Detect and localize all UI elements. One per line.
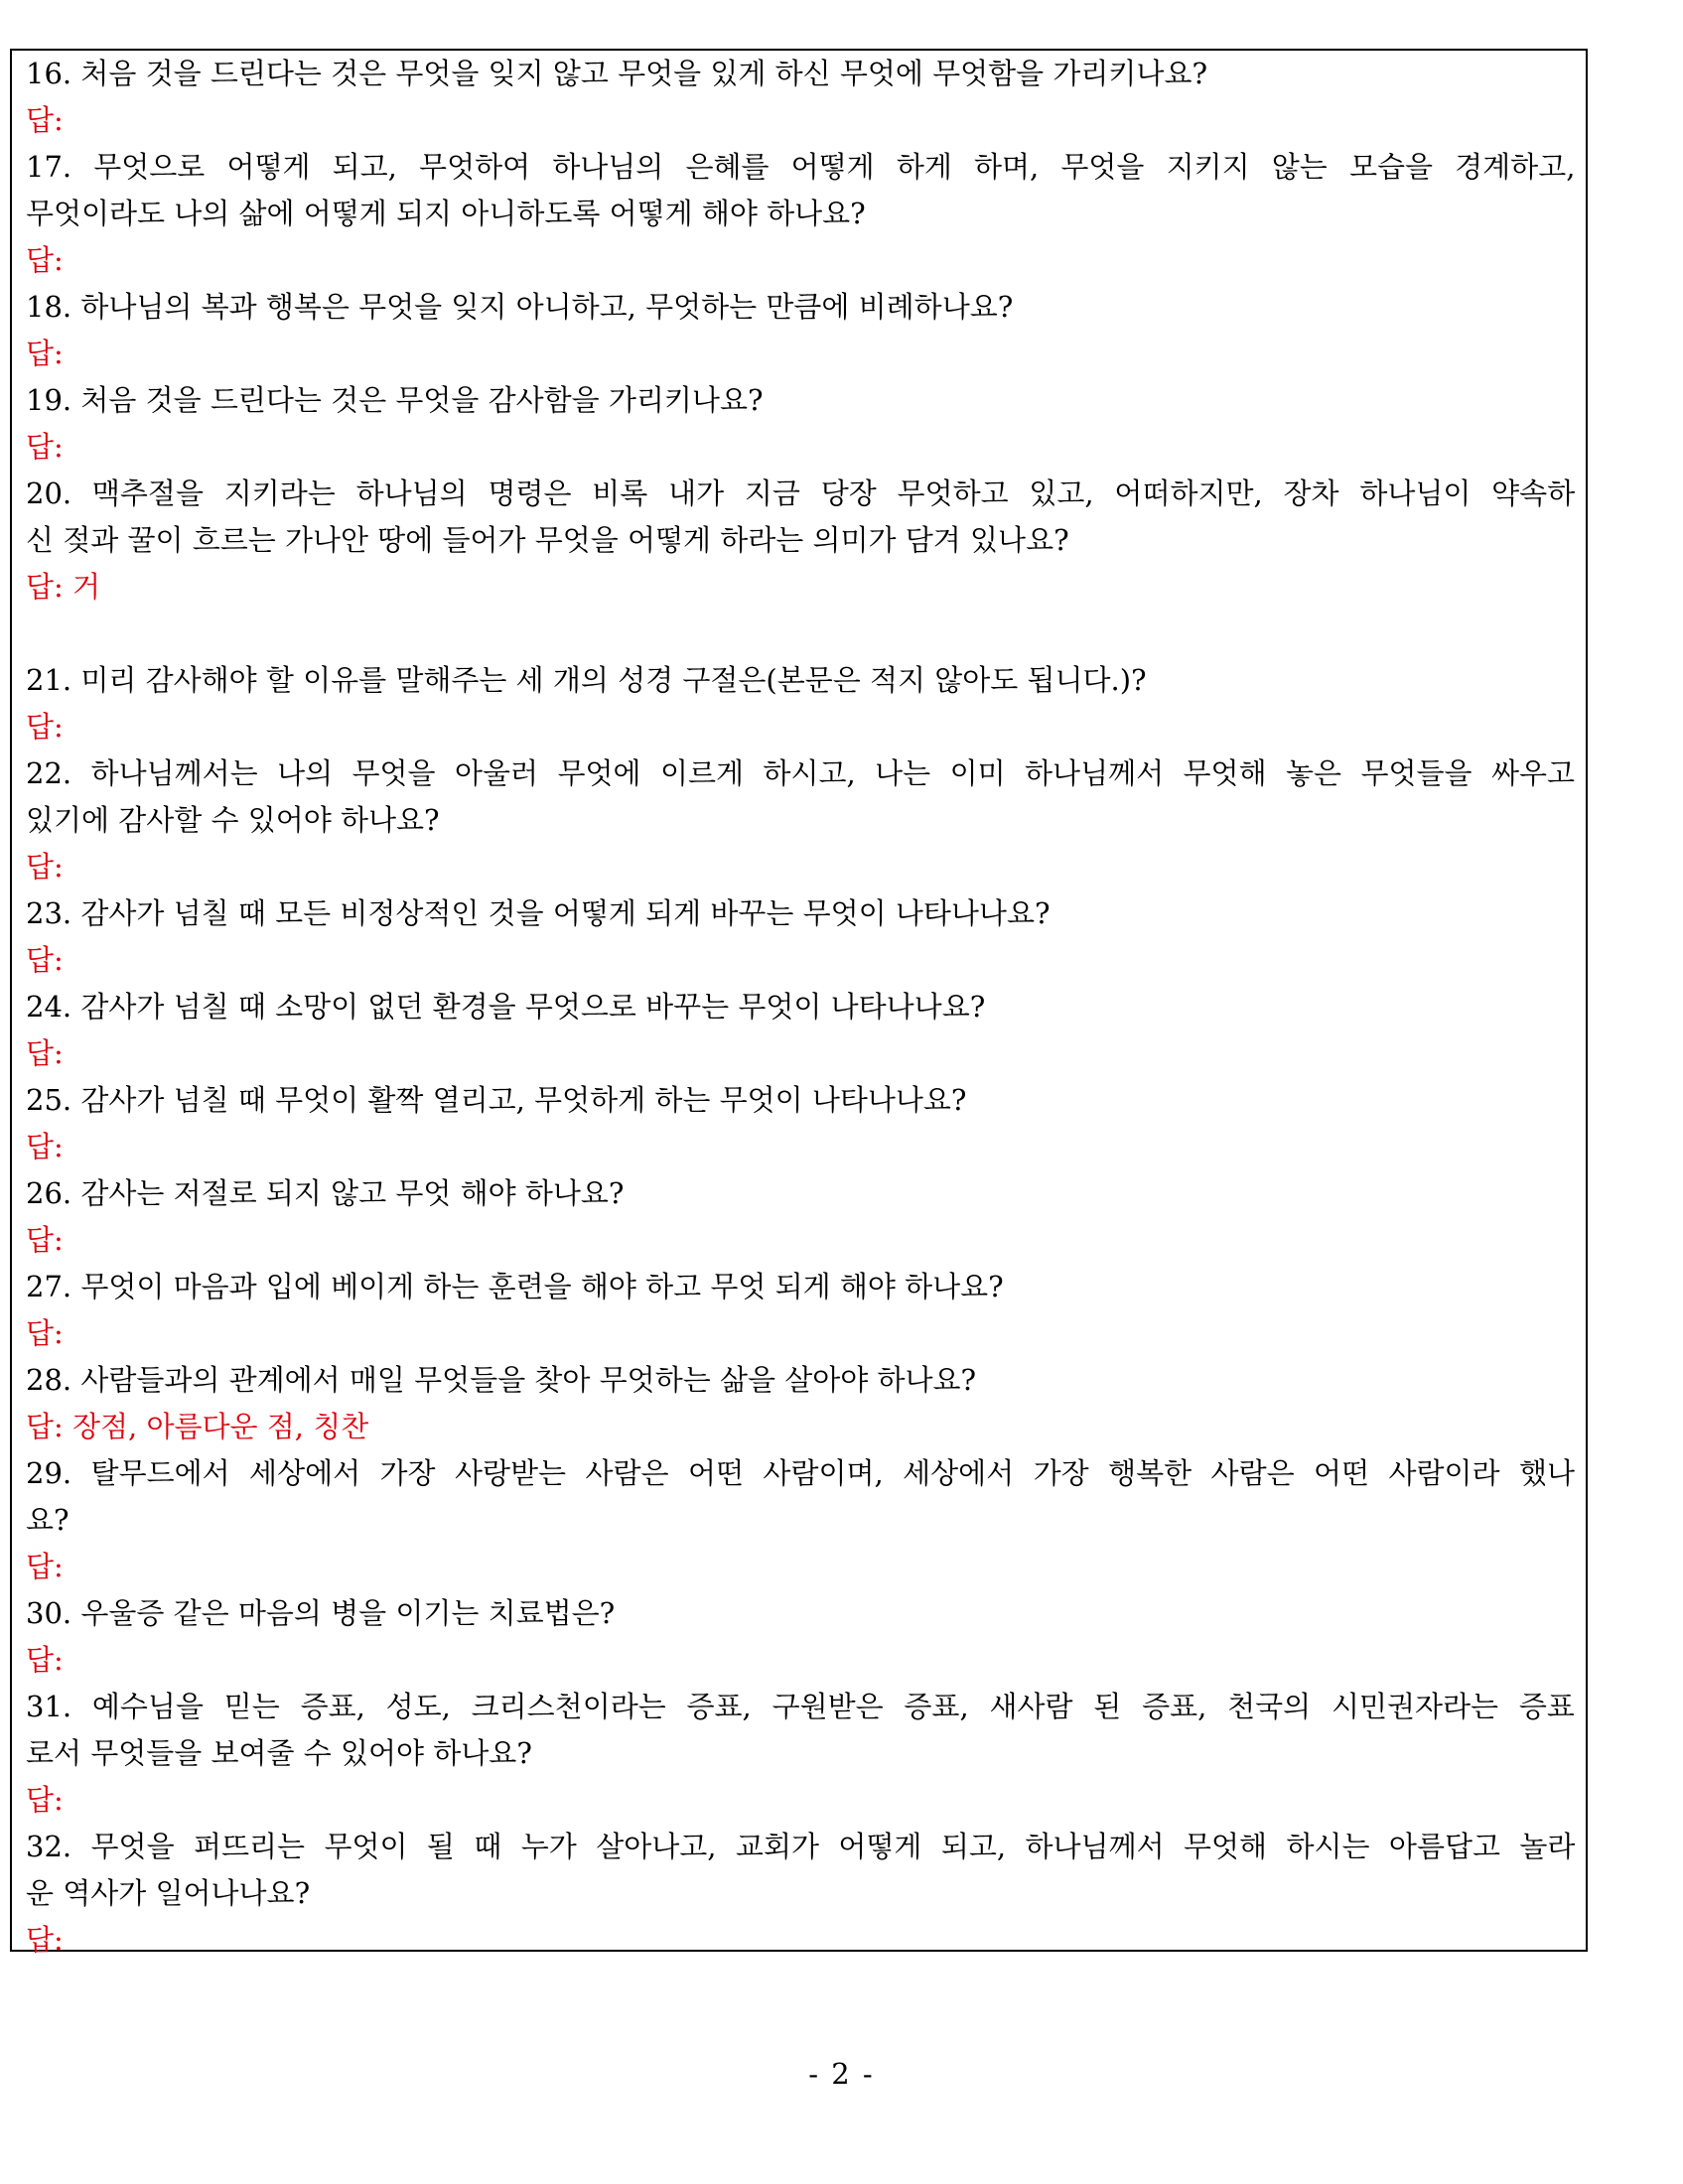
question-text: 28. 사람들과의 관계에서 매일 무엇들을 찾아 무엇하는 삶을 살아야 하나요? bbox=[26, 1363, 977, 1397]
blank-spacer bbox=[26, 611, 1575, 657]
question-22 bbox=[26, 751, 1575, 890]
question-text: 31. 예수님을 믿는 증표, 성도, 크리스천이라는 증표, 구원받은 증표, 새사람 된 증표, 천국의 시민권자라는 증표 bbox=[26, 1690, 1575, 1723]
question-text: 17. 무엇으로 어떻게 되고, 무엇하여 하나님의 은혜를 어떻게 하게 하며, 무엇을 지키지 않는 모습을 경계하고, bbox=[26, 150, 1575, 184]
question-text: 29. 탈무드에서 세상에서 가장 사랑받는 사람은 어떤 사람이며, 세상에서 가장 행복한 사람은 어떤 사람이라 했나 bbox=[26, 1456, 1575, 1490]
question-text: 25. 감사가 넘칠 때 무엇이 활짝 열리고, 무엇하게 하는 무엇이 나타나나요? bbox=[26, 1083, 967, 1117]
answer-line: 답: bbox=[26, 1223, 64, 1257]
answer-line: 답: bbox=[26, 1036, 64, 1070]
question-30 bbox=[26, 1590, 1575, 1684]
worksheet-content bbox=[26, 51, 1575, 1964]
question-19 bbox=[26, 377, 1575, 471]
answer-line: 답: bbox=[26, 1783, 64, 1817]
question-text: 32. 무엇을 퍼뜨리는 무엇이 될 때 누가 살아나고, 교회가 어떻게 되고, 하나님께서 무엇해 하시는 아름답고 놀라 bbox=[26, 1830, 1575, 1863]
question-28 bbox=[26, 1357, 1575, 1450]
question-text: 운 역사가 일어나나요? bbox=[26, 1876, 311, 1910]
answer-line: 답: bbox=[26, 337, 64, 370]
question-text: 18. 하나님의 복과 행복은 무엇을 잊지 아니하고, 무엇하는 만큼에 비례하나요? bbox=[26, 290, 1014, 324]
question-25 bbox=[26, 1077, 1575, 1170]
answer-line: 답: 거 bbox=[26, 570, 101, 604]
question-text: 로서 무엇들을 보여줄 수 있어야 하나요? bbox=[26, 1736, 532, 1770]
question-29 bbox=[26, 1450, 1575, 1590]
question-text: 20. 맥추절을 지키라는 하나님의 명령은 비록 내가 지금 당장 무엇하고 있고, 어떠하지만, 장차 하나님이 약속하 bbox=[26, 477, 1575, 510]
question-text: 21. 미리 감사해야 할 이유를 말해주는 세 개의 성경 구절은(본문은 적지 않아도 됩니다.)? bbox=[26, 663, 1147, 697]
question-text: 26. 감사는 저절로 되지 않고 무엇 해야 하나요? bbox=[26, 1176, 625, 1210]
answer-line: 답: bbox=[26, 710, 64, 744]
question-text: 신 젖과 꿀이 흐르는 가나안 땅에 들어가 무엇을 어떻게 하라는 의미가 담겨 있나요? bbox=[26, 523, 1069, 557]
question-32 bbox=[26, 1824, 1575, 1964]
answer-line: 답: bbox=[26, 1550, 64, 1583]
question-26 bbox=[26, 1170, 1575, 1264]
question-text: 24. 감사가 넘칠 때 소망이 없던 환경을 무엇으로 바꾸는 무엇이 나타나나요? bbox=[26, 990, 986, 1024]
question-31 bbox=[26, 1684, 1575, 1824]
question-text: 있기에 감사할 수 있어야 하나요? bbox=[26, 803, 440, 837]
question-20 bbox=[26, 471, 1575, 611]
question-18 bbox=[26, 284, 1575, 377]
question-text: 무엇이라도 나의 삶에 어떻게 되지 아니하도록 어떻게 해야 하나요? bbox=[26, 197, 866, 230]
answer-line: 답: bbox=[26, 1923, 64, 1957]
page-number: - 2 - bbox=[808, 2057, 875, 2091]
answer-line: 답: 장점, 아름다운 점, 칭찬 bbox=[26, 1410, 369, 1443]
answer-line: 답: bbox=[26, 103, 64, 137]
question-text: 16. 처음 것을 드린다는 것은 무엇을 잊지 않고 무엇을 있게 하신 무엇에 무엇함을 가리키나요? bbox=[26, 57, 1208, 90]
question-text: 23. 감사가 넘칠 때 모든 비정상적인 것을 어떻게 되게 바꾸는 무엇이 나타나나요? bbox=[26, 896, 1051, 930]
question-text: 30. 우울증 같은 마음의 병을 이기는 치료법은? bbox=[26, 1596, 616, 1630]
question-27 bbox=[26, 1264, 1575, 1357]
question-text: 19. 처음 것을 드린다는 것은 무엇을 감사함을 가리키나요? bbox=[26, 383, 764, 417]
question-text: 22. 하나님께서는 나의 무엇을 아울러 무엇에 이르게 하시고, 나는 이미 하나님께서 무엇해 놓은 무엇들을 싸우고 bbox=[26, 756, 1575, 790]
answer-line: 답: bbox=[26, 1643, 64, 1677]
question-17 bbox=[26, 144, 1575, 284]
question-text: 요? bbox=[26, 1503, 70, 1537]
question-24 bbox=[26, 984, 1575, 1077]
answer-line: 답: bbox=[26, 850, 64, 884]
answer-line: 답: bbox=[26, 943, 64, 977]
question-16 bbox=[26, 51, 1575, 144]
answer-line: 답: bbox=[26, 1316, 64, 1350]
answer-line: 답: bbox=[26, 430, 64, 464]
question-21 bbox=[26, 657, 1575, 751]
answer-line: 답: bbox=[26, 243, 64, 277]
answer-line: 답: bbox=[26, 1130, 64, 1163]
question-23 bbox=[26, 890, 1575, 984]
question-text: 27. 무엇이 마음과 입에 베이게 하는 훈련을 해야 하고 무엇 되게 해야 하나요? bbox=[26, 1270, 1004, 1303]
